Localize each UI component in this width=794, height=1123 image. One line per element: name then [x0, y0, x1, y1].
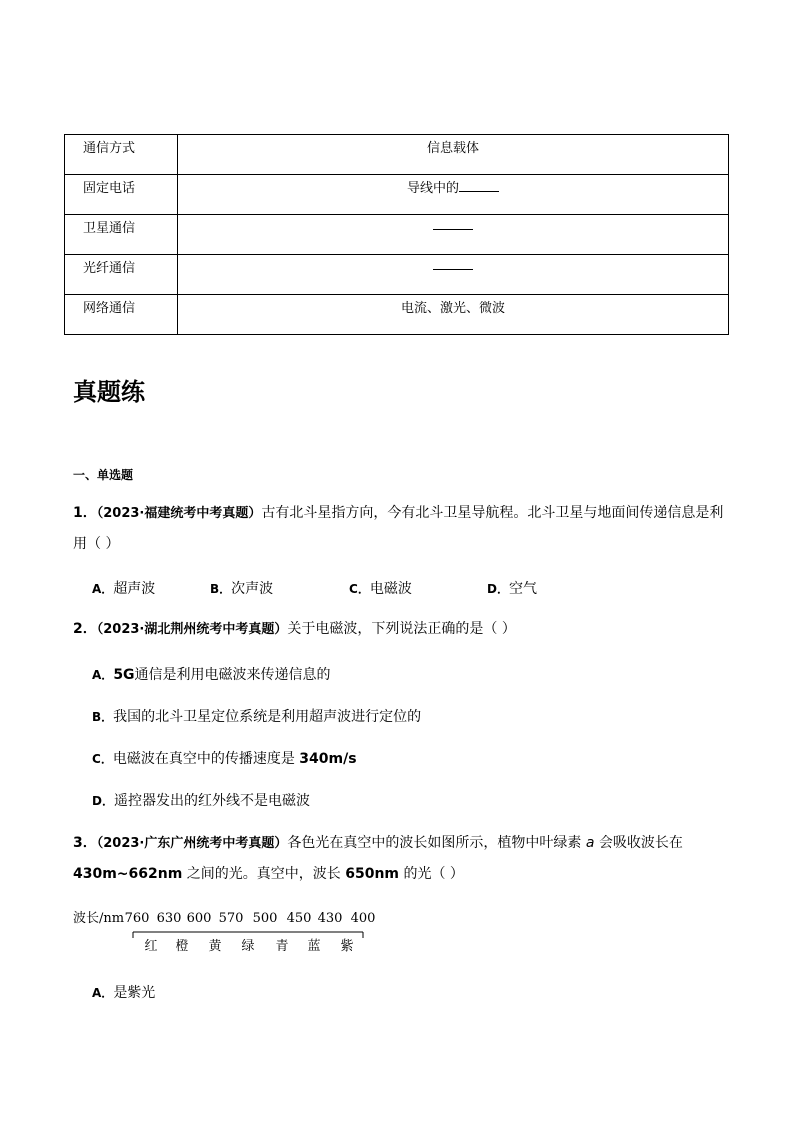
question-text-cont: 用（ ） — [73, 536, 120, 552]
question-text: 关于电磁波，下列说法正确的是（ ） — [287, 621, 516, 637]
q2-option-a[interactable]: A．5G通信是利用电磁波来传递信息的 — [92, 667, 331, 683]
q1-option-d[interactable]: D．空气 — [487, 581, 537, 597]
section-title: 一、单选题 — [73, 468, 134, 482]
q3-option-a[interactable]: A．是紫光 — [92, 985, 156, 1001]
table-header-carrier: 信息载体 — [178, 135, 729, 175]
spectrum-wavelength-label: 430 — [317, 911, 343, 926]
q2-option-b[interactable]: B．我国的北斗卫星定位系统是利用超声波进行定位的 — [92, 709, 422, 725]
table-cell-carrier: 电流、激光、微波 — [178, 295, 729, 335]
question-3: 3．（2023·广东广州统考中考真题）各色光在真空中的波长如图所示，植物中叶绿素 a 会吸收波长在 430m~662nm 之间的光。真空中，波长 650nm 的光（ ） — [73, 835, 683, 882]
spectrum-wavelength-label: 570 — [218, 911, 244, 926]
q1-option-b[interactable]: B．次声波 — [210, 581, 274, 597]
table-cell-carrier — [178, 175, 729, 215]
table-row — [65, 215, 729, 255]
question-source: （2023·湖北荆州统考中考真题） — [96, 622, 288, 637]
carrier-text: 导线中的 — [406, 181, 459, 196]
table-cell-carrier — [178, 215, 729, 255]
q2-option-c[interactable]: C．电磁波在真空中的传播速度是 340m/s — [92, 751, 357, 767]
spectrum-wavelength-label: 630 — [156, 911, 182, 926]
spectrum-wavelength-label: 400 — [350, 911, 376, 926]
spectrum-wavelength-label: 500 — [252, 911, 278, 926]
question-number: 1 — [73, 505, 83, 521]
q2-option-d[interactable]: D．遥控器发出的红外线不是电磁波 — [92, 793, 310, 809]
table-row — [65, 175, 729, 215]
communication-table — [64, 134, 729, 335]
spectrum-color-label: 黄 — [208, 939, 222, 954]
question-number: 3 — [73, 835, 83, 851]
spectrum-wavelength-label: 760 — [124, 911, 150, 926]
spectrum-color-label: 橙 — [175, 939, 189, 954]
table-row — [65, 295, 729, 335]
table-cell-mode: 光纤通信 — [65, 255, 178, 295]
answer-blank[interactable] — [459, 179, 499, 192]
spectrum-color-label: 紫 — [340, 939, 354, 954]
question-2: 2．（2023·湖北荆州统考中考真题）关于电磁波，下列说法正确的是（ ） — [73, 621, 516, 637]
spectrum-color-label: 蓝 — [307, 939, 321, 954]
table-cell-mode: 网络通信 — [65, 295, 178, 335]
table-header-mode: 通信方式 — [65, 135, 178, 175]
q1-option-a[interactable]: A．超声波 — [92, 581, 156, 597]
page-heading: 真题练 — [73, 378, 145, 406]
question-source: （2023·广东广州统考中考真题） — [96, 836, 288, 851]
q1-option-c[interactable]: C．电磁波 — [349, 581, 412, 597]
table-cell-mode: 卫星通信 — [65, 215, 178, 255]
table-header-row — [65, 135, 729, 175]
question-source: （2023·福建统考中考真题） — [96, 506, 262, 521]
spectrum-diagram — [70, 904, 390, 960]
table-row — [65, 255, 729, 295]
answer-blank[interactable] — [433, 257, 473, 270]
spectrum-wavelength-label: 450 — [286, 911, 312, 926]
answer-blank[interactable] — [433, 217, 473, 230]
spectrum-color-label: 红 — [144, 939, 158, 954]
table-cell-carrier — [178, 255, 729, 295]
question-text: 古有北斗星指方向，今有北斗卫星导航程。北斗卫星与地面间传递信息是利 — [261, 505, 724, 521]
question-number: 2 — [73, 621, 83, 637]
table-cell-mode: 固定电话 — [65, 175, 178, 215]
question-1: 1．（2023·福建统考中考真题）古有北斗星指方向，今有北斗卫星导航程。北斗卫星与地面间传递信息是利 用（ ） — [73, 505, 724, 552]
spectrum-color-label: 绿 — [241, 939, 255, 954]
spectrum-color-label: 青 — [275, 939, 289, 954]
spectrum-axis-label: 波长/nm — [73, 911, 125, 926]
spectrum-wavelength-label: 600 — [186, 911, 212, 926]
